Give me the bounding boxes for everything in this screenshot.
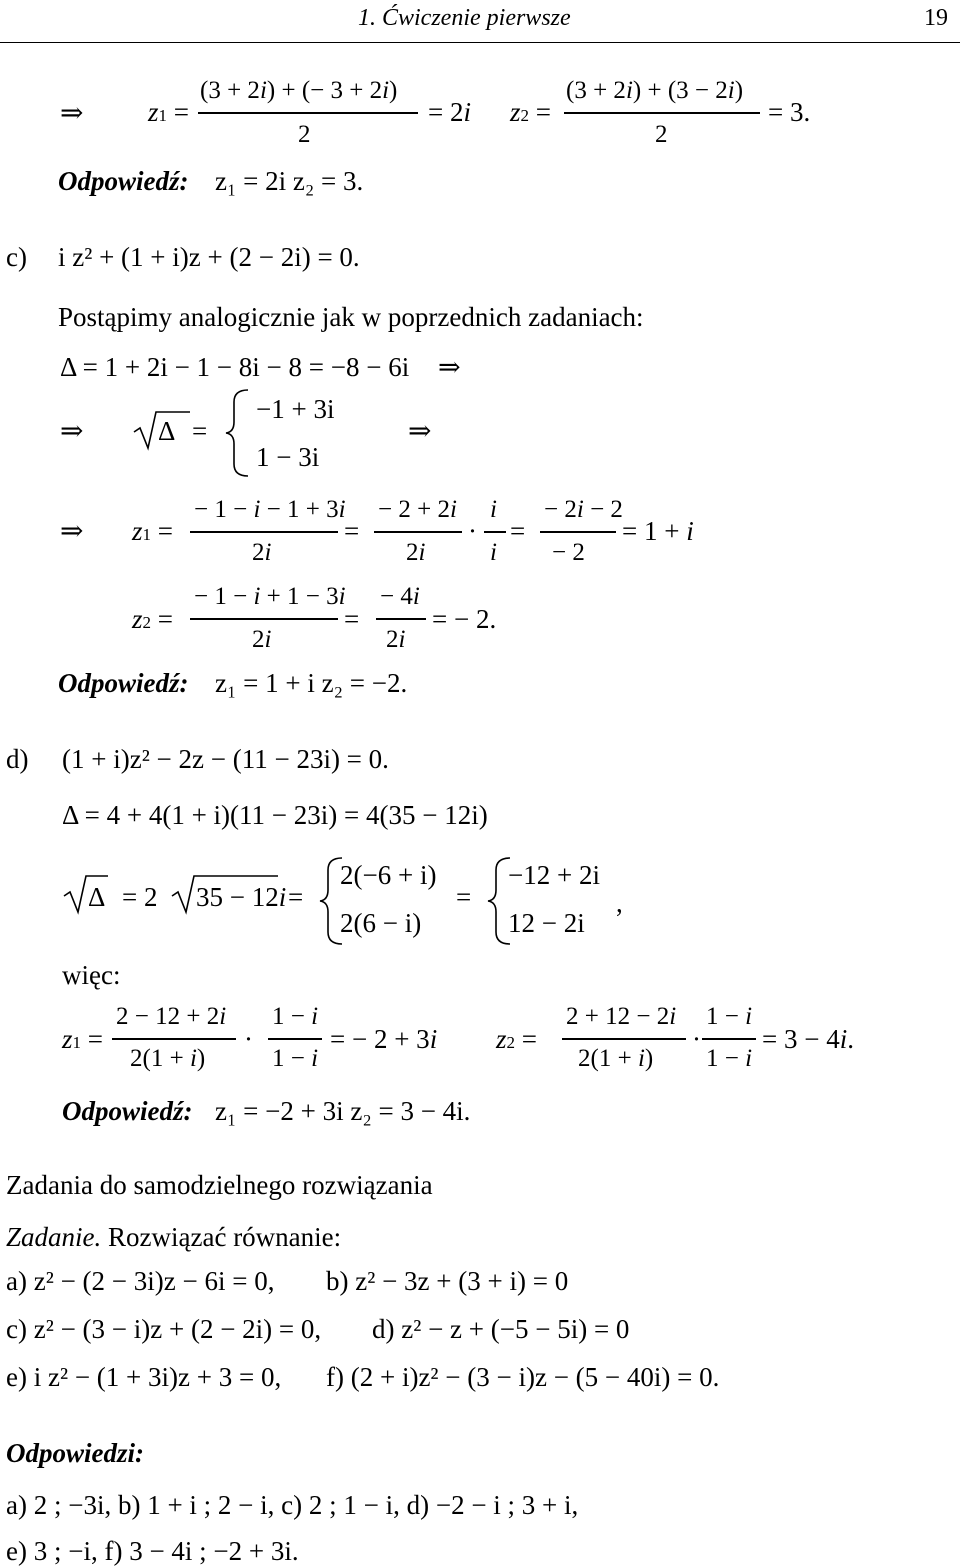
exercise-label: a) [6, 1266, 27, 1296]
fraction-bar [198, 112, 418, 114]
answer-label-c: Odpowiedź: [58, 668, 189, 698]
frac-num: − 1 − i + 1 − 3i [194, 583, 346, 610]
page-number: 19 [924, 5, 948, 31]
exercise-equation: z² − (3 − i)z + (2 − 2i) = 0, [33, 1314, 322, 1344]
frac-num: − 4i [380, 583, 420, 610]
frac-num: − 2i − 2 [544, 496, 623, 523]
sqrt-case-3: −12 + 2i [508, 860, 600, 890]
running-title: 1. Ćwiczenie pierwsze [358, 5, 571, 31]
part-d-delta: Δ = 4 + 4(1 + i)(11 − 23i) = 4(35 − 12i) [62, 800, 488, 830]
dot: · [468, 516, 477, 546]
task-label: Zadanie. [6, 1222, 102, 1252]
exercise-equation: z² − (2 − 3i)z − 6i = 0, [33, 1266, 275, 1296]
sqrt-case-4: 12 − 2i [508, 908, 585, 938]
exercise-equation: z² − 3z + (3 + i) = 0 [355, 1266, 569, 1296]
fraction-bar [190, 531, 338, 533]
equals: = [344, 604, 360, 634]
comma: , [616, 888, 623, 918]
frac-den: 1 − i [272, 1045, 319, 1072]
answer-b: z₁ = 2i z₂ = 3. [215, 166, 364, 196]
frac-den: 2(1 + i) [578, 1045, 654, 1072]
equals: = [192, 416, 208, 446]
frac-num: 1 − i [706, 1003, 753, 1030]
fraction-bar [562, 1038, 686, 1040]
z1-result-d: = − 2 + 3i [330, 1024, 438, 1054]
z2-lhs-d: z2 = [496, 1024, 537, 1054]
exercise-a [6, 1268, 274, 1295]
exercise-f [326, 1364, 719, 1391]
z2-fraction-b: z2 = [510, 97, 551, 127]
frac-den: − 2 [552, 539, 585, 566]
fraction-bar [376, 618, 426, 620]
frac-num: − 1 − i − 1 + 3i [194, 496, 346, 523]
frac-den: 2i [406, 539, 426, 566]
z1-lhs-c: z1 = [132, 516, 173, 546]
exercises-heading: Zadania do samodzielnego rozwiązania [6, 1170, 433, 1200]
delta-expression: Δ = 1 + 2i − 1 − 8i − 8 = −8 − 6i [60, 352, 410, 382]
sqrt-case-1: 2(−6 + i) [340, 860, 437, 890]
z1-result-c: = 1 + i [622, 516, 694, 546]
frac-num: − 2 + 2i [378, 496, 457, 523]
frac-den: 2(1 + i) [130, 1045, 206, 1072]
part-c-intro: Postąpimy analogicznie jak w poprzednich zadaniach: [58, 302, 644, 332]
dot: · [244, 1024, 253, 1054]
frac-den: 2i [386, 626, 406, 653]
z1-fraction-b: z1 = [148, 97, 189, 127]
z2-denominator-b: 2 [655, 121, 668, 148]
z2-lhs-c: z2 = [132, 604, 173, 634]
frac-num: 1 − i [272, 1003, 319, 1030]
wiec-label: więc: [62, 960, 121, 990]
exercise-c [6, 1316, 321, 1343]
dot: · [692, 1024, 701, 1054]
implies-arrow: ⇒ [408, 416, 432, 447]
frac-den: 2i [252, 539, 272, 566]
sqrt-case-2: 2(6 − i) [340, 908, 422, 938]
implies-arrow: ⇒ [60, 98, 84, 129]
answer-label-d: Odpowiedź: [62, 1096, 193, 1126]
z1-lhs-d: z1 = [62, 1024, 103, 1054]
header-rule [0, 42, 960, 43]
fraction-bar [540, 531, 616, 533]
answer-label-b: Odpowiedź: [58, 166, 189, 196]
z2-result-d: = 3 − 4i. [762, 1024, 854, 1054]
answer-c: z₁ = 1 + i z₂ = −2. [215, 668, 408, 698]
z2-result-b: = 3. [768, 97, 811, 127]
sqrt-case-2: 1 − 3i [256, 442, 320, 472]
delta-symbol: Δ [158, 416, 176, 446]
fraction-bar [374, 531, 462, 533]
answers-heading: Odpowiedzi: [6, 1438, 144, 1468]
left-brace [224, 388, 254, 478]
z1-result-b: = 2i [428, 97, 471, 127]
frac-den: i [490, 539, 497, 566]
exercise-label: e) [6, 1362, 27, 1392]
exercise-d [372, 1316, 629, 1343]
equals: = [456, 882, 472, 912]
task-line [6, 1224, 341, 1251]
fraction-bar [112, 1038, 236, 1040]
frac-num: i [490, 496, 497, 523]
z2-numerator-b: (3 + 2i) + (3 − 2i) [566, 77, 744, 104]
sqrt-case-1: −1 + 3i [256, 394, 335, 424]
fraction-bar [190, 618, 338, 620]
implies-arrow: ⇒ [60, 416, 84, 447]
answer-d: z₁ = −2 + 3i z₂ = 3 − 4i. [215, 1096, 471, 1126]
frac-den: 2i [252, 626, 272, 653]
implies-arrow: ⇒ [60, 516, 84, 547]
exercise-label: c) [6, 1314, 27, 1344]
answers-line-1: a) 2 ; −3i, b) 1 + i ; 2 − i, c) 2 ; 1 − i, d) −2 − i ; 3 + i, [6, 1490, 579, 1520]
frac-num: 2 − 12 + 2i [116, 1003, 227, 1030]
exercise-label: b) [326, 1266, 349, 1296]
z1-numerator-b: (3 + 2i) + (− 3 + 2i) [200, 77, 398, 104]
exercise-equation: (2 + i)z² − (3 − i)z − (5 − 40i) = 0. [350, 1362, 720, 1392]
equals: = [344, 516, 360, 546]
sqrt-radicand: 35 − 12i [196, 882, 287, 912]
fraction-bar [484, 531, 506, 533]
part-d-label: d) [6, 744, 29, 774]
exercise-label: d) [372, 1314, 395, 1344]
part-c-delta [60, 354, 461, 381]
frac-num: 2 + 12 − 2i [566, 1003, 677, 1030]
exercise-equation: z² − z + (−5 − 5i) = 0 [401, 1314, 630, 1344]
z1-denominator-b: 2 [298, 121, 311, 148]
fraction-bar [268, 1038, 322, 1040]
part-d-equation: (1 + i)z² − 2z − (11 − 23i) = 0. [62, 744, 389, 774]
task-text: Rozwiązać równanie: [108, 1222, 342, 1252]
fraction-bar [702, 1038, 756, 1040]
answers-line-2: e) 3 ; −i, f) 3 − 4i ; −2 + 3i. [6, 1536, 299, 1566]
fraction-bar [564, 112, 760, 114]
exercise-e [6, 1364, 281, 1391]
exercise-label: f) [326, 1362, 344, 1392]
equals: = 2 [122, 882, 158, 912]
equals: = [510, 516, 526, 546]
part-c-equation: i z² + (1 + i)z + (2 − 2i) = 0. [58, 242, 360, 272]
implies-arrow: ⇒ [437, 352, 461, 382]
equals: = [288, 882, 304, 912]
frac-den: 1 − i [706, 1045, 753, 1072]
exercise-equation: i z² − (1 + 3i)z + 3 = 0, [33, 1362, 282, 1392]
delta-symbol: Δ [88, 882, 106, 912]
z2-result-c: = − 2. [432, 604, 497, 634]
exercise-b [326, 1268, 568, 1295]
part-c-label: c) [6, 242, 27, 272]
